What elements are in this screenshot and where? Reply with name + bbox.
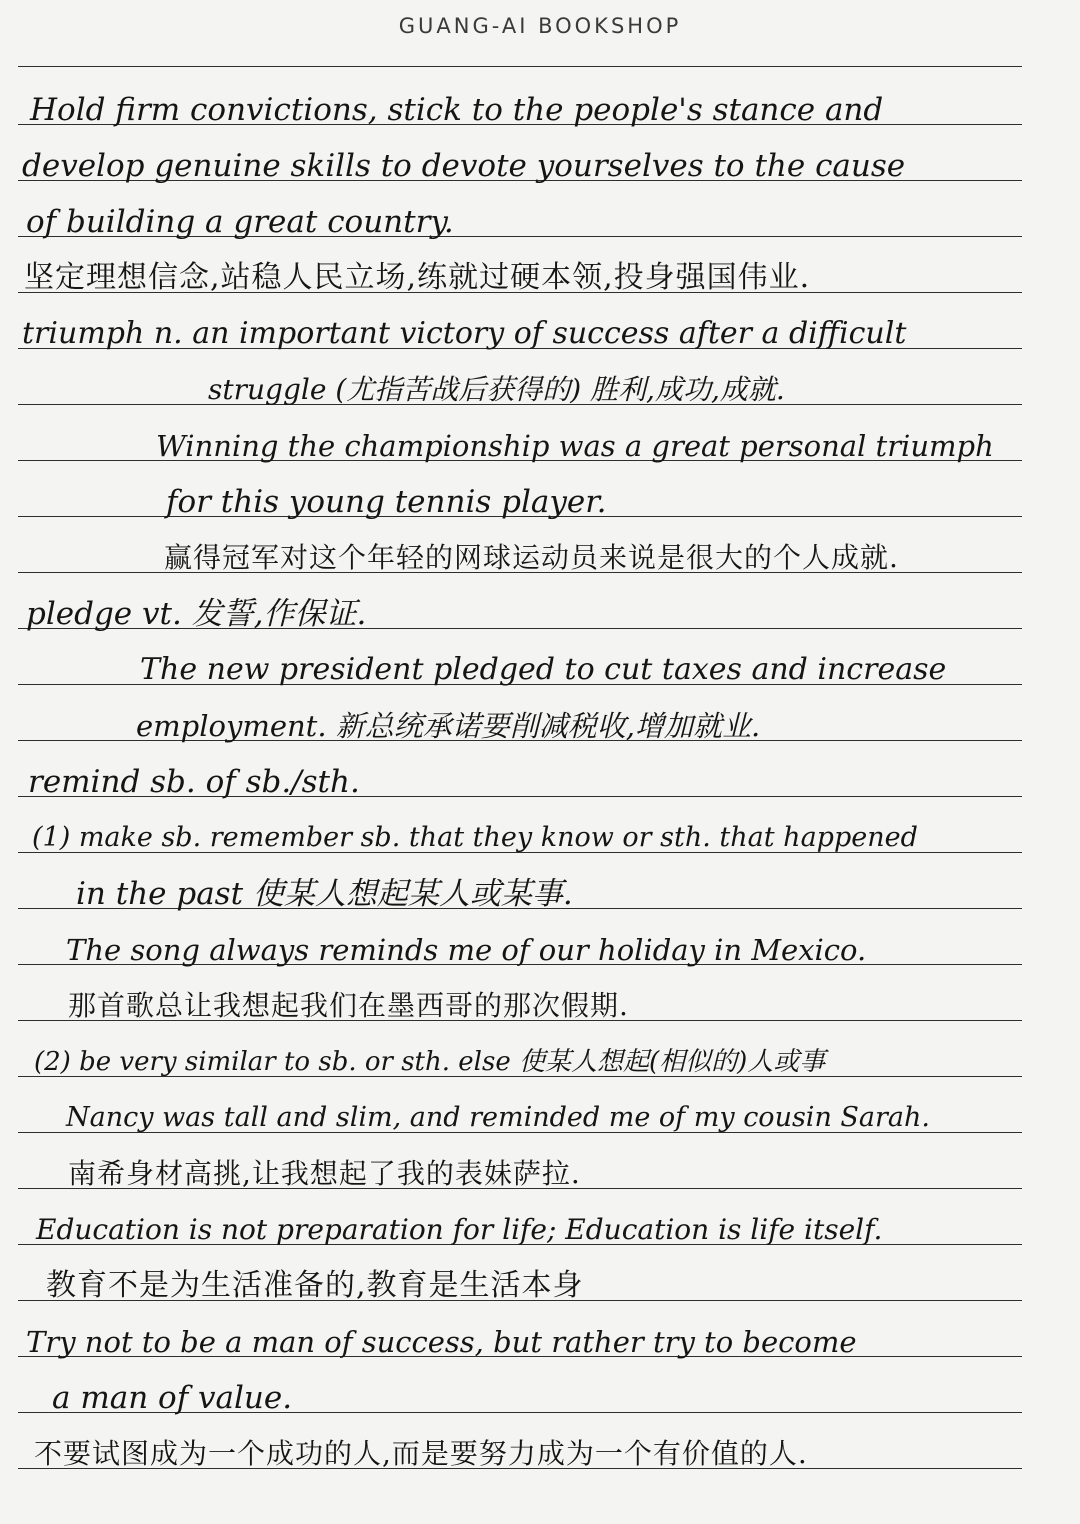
- text-line: develop genuine skills to devote yourselves to the cause: [22, 148, 906, 184]
- text-line: of building a great country.: [26, 204, 454, 240]
- text-line: remind sb. of sb./sth.: [28, 764, 360, 800]
- text-line: The song always reminds me of our holiday in Mexico.: [66, 933, 867, 967]
- text-line: Hold firm convictions, stick to the people's stance and: [30, 92, 884, 128]
- text-line: struggle (尤指苦战后获得的) 胜利,成功,成就.: [208, 373, 785, 406]
- text-line: pledge vt. 发誓,作保证.: [26, 596, 367, 632]
- text-line-chinese: 不要试图成为一个成功的人,而是要努力成为一个有价值的人.: [34, 1437, 808, 1470]
- text-line: (1) make sb. remember sb. that they know or sth. that happened: [32, 822, 918, 853]
- text-line: employment. 新总统承诺要削减税收,增加就业.: [136, 709, 761, 743]
- text-line: (2) be very similar to sb. or sth. else 使某人想起(相似的)人或事: [34, 1047, 826, 1077]
- text-line: The new president pledged to cut taxes and increase: [140, 652, 947, 687]
- text-line-chinese: 教育不是为生活准备的,教育是生活本身: [46, 1268, 584, 1303]
- text-line-chinese: 赢得冠军对这个年轻的网球运动员来说是很大的个人成就.: [164, 541, 899, 574]
- text-line: Education is not preparation for life; Education is life itself.: [36, 1213, 883, 1246]
- ruled-line: [18, 66, 1022, 67]
- text-line: Nancy was tall and slim, and reminded me of my cousin Sarah.: [66, 1102, 930, 1133]
- bookshop-header: GUANG-AI BOOKSHOP: [398, 14, 682, 38]
- text-line-chinese: 那首歌总让我想起我们在墨西哥的那次假期.: [68, 989, 629, 1022]
- text-line: Try not to be a man of success, but rather try to become: [26, 1325, 857, 1359]
- text-line: a man of value.: [52, 1380, 293, 1416]
- text-line: Winning the championship was a great personal triumph: [156, 429, 994, 463]
- text-line: triumph n. an important victory of success after a difficult: [22, 316, 907, 351]
- text-line-chinese: 南希身材高挑,让我想起了我的表妹萨拉.: [68, 1157, 581, 1190]
- text-line: in the past 使某人想起某人或某事.: [76, 876, 573, 912]
- text-line-chinese: 坚定理想信念,站稳人民立场,练就过硬本领,投身强国伟业.: [24, 260, 811, 295]
- text-line: for this young tennis player.: [166, 484, 607, 520]
